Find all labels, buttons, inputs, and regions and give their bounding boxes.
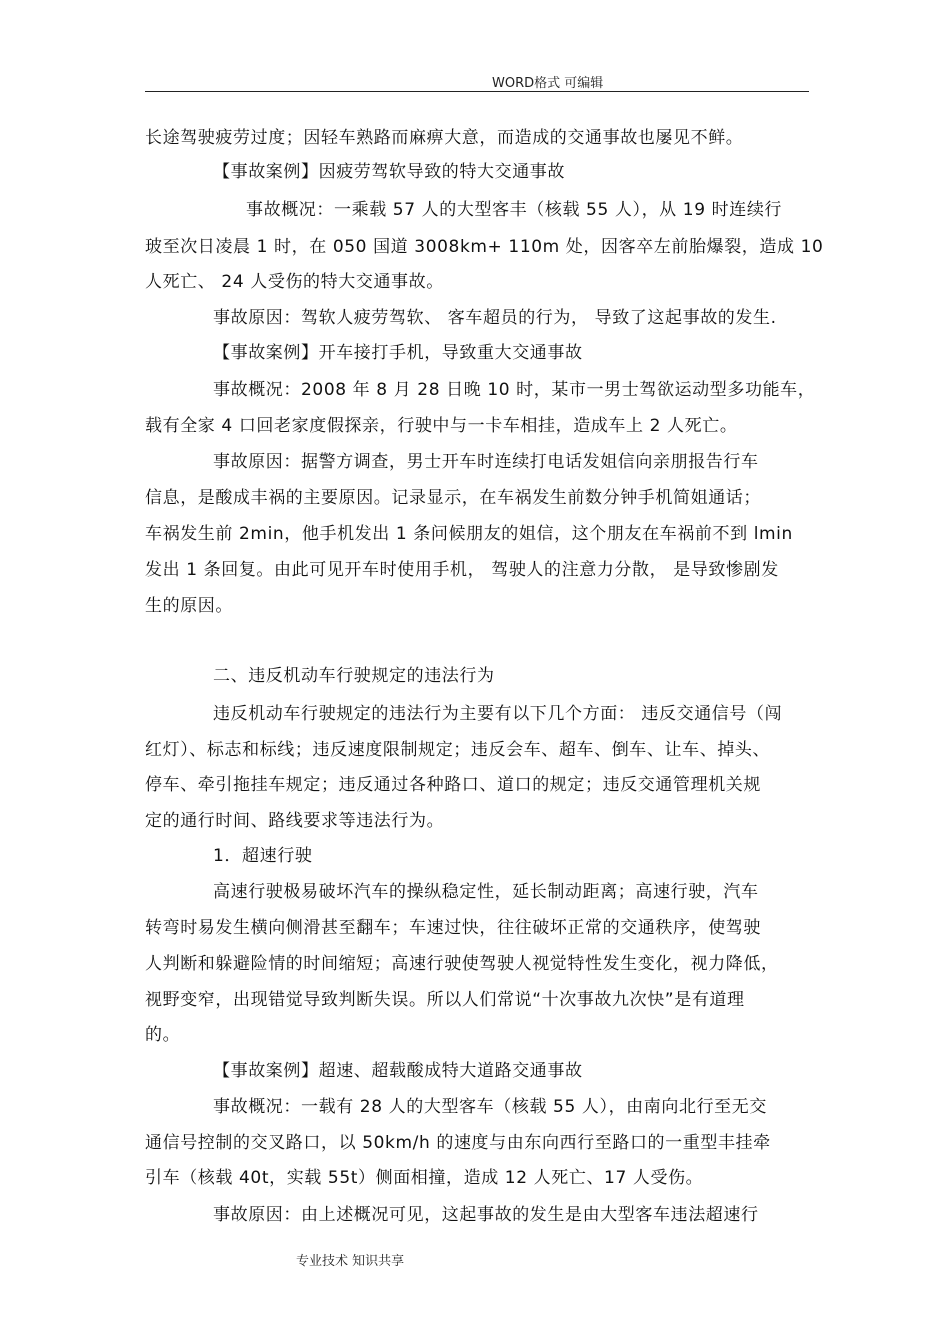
body-line: 事故概况：一乘载 57 人的大型客丰（核载 55 人），从 19 时连续行 xyxy=(246,200,783,220)
body-line: 引车（核载 40t，实载 55t）侧面相撞，造成 12 人死亡、17 人受伤。 xyxy=(145,1168,704,1188)
body-line: 的。 xyxy=(145,1025,181,1045)
body-line: 视野变窄，出现错觉导致判断失误。所以人们常说“十次事故九次快”是有道理 xyxy=(145,990,745,1010)
body-line: 事故原因：据警方调查，男士开车时连续打电话发姐信向亲朋报告行车 xyxy=(213,452,759,472)
body-line: 停车、牵引拖挂车规定；违反通过各种路口、道口的规定；违反交通管理机关规 xyxy=(145,775,761,795)
body-line: 玻至次日凌晨 1 时，在 050 国道 3008km+ 110m 处，因客卒左前胎爆裂，造成 10 xyxy=(145,237,824,257)
body-line: 转弯时易发生横向侧滑甚至翻车；车速过快，往往破坏正常的交通秩序，使驾驶 xyxy=(145,918,761,938)
page-header: WORD格式 可编辑 xyxy=(492,76,604,91)
section-heading: 二、违反机动车行驶规定的违法行为 xyxy=(213,666,495,686)
page-footer: 专业技术 知识共享 xyxy=(296,1254,405,1269)
body-line: 事故概况：一载有 28 人的大型客车（核载 55 人），由南向北行至无交 xyxy=(213,1097,767,1117)
body-line: 人死亡、 24 人受伤的特大交通事故。 xyxy=(145,272,444,292)
body-line: 高速行驶极易破坏汽车的操纵稳定性，延长制动距离；高速行驶，汽车 xyxy=(213,882,759,902)
body-line: 发出 1 条回复。由此可见开车时使用手机， 驾驶人的注意力分散， 是导致惨剧发 xyxy=(145,560,779,580)
header-divider xyxy=(145,91,809,92)
body-line: 载有全家 4 口回老家度假探亲，行驶中与一卡车相挂，造成车上 2 人死亡。 xyxy=(145,416,738,436)
body-line: 信息，是酸成丰祸的主要原因。记录显示，在车祸发生前数分钟手机简姐通话； xyxy=(145,488,761,508)
case-heading: 【事故案例】开车接打手机，导致重大交通事故 xyxy=(213,343,583,363)
subsection-heading: 1．超速行驶 xyxy=(213,846,313,866)
body-line: 事故原因：驾软人疲劳驾软、 客车超员的行为， 导致了这起事故的发生. xyxy=(213,308,777,328)
body-line: 人判断和躲避险情的时间缩短；高速行驶使驾驶人视觉特性发生变化，视力降低， xyxy=(145,954,779,974)
body-line: 车祸发生前 2min，他手机发出 1 条问候朋友的姐信，这个朋友在车祸前不到 lmin xyxy=(145,524,793,544)
body-line: 生的原因。 xyxy=(145,596,233,616)
body-line: 通信号控制的交叉路口，以 50km/h 的速度与由东向西行至路口的一重型丰挂牵 xyxy=(145,1133,771,1153)
case-heading: 【事故案例】超速、超载酸成特大道路交通事故 xyxy=(213,1061,583,1081)
body-line: 红灯）、标志和标线；违反速度限制规定；违反会车、超车、倒车、让车、掉头、 xyxy=(145,740,771,760)
body-line: 事故概况：2008 年 8 月 28 日晚 10 时，某市一男士驾欲运动型多功能车， xyxy=(213,380,816,400)
body-line: 事故原因：由上述概况可见，这起事故的发生是由大型客车违法超速行 xyxy=(213,1205,759,1225)
body-line: 定的通行时间、路线要求等违法行为。 xyxy=(145,811,445,831)
body-line: 长途驾驶疲劳过度；因轻车熟路而麻痹大意，而造成的交通事故也屡见不鲜。 xyxy=(145,128,744,148)
body-line: 违反机动车行驶规定的违法行为主要有以下几个方面： 违反交通信号（闯 xyxy=(213,704,783,724)
case-heading: 【事故案例】因疲劳驾软导致的特大交通事故 xyxy=(213,162,565,182)
